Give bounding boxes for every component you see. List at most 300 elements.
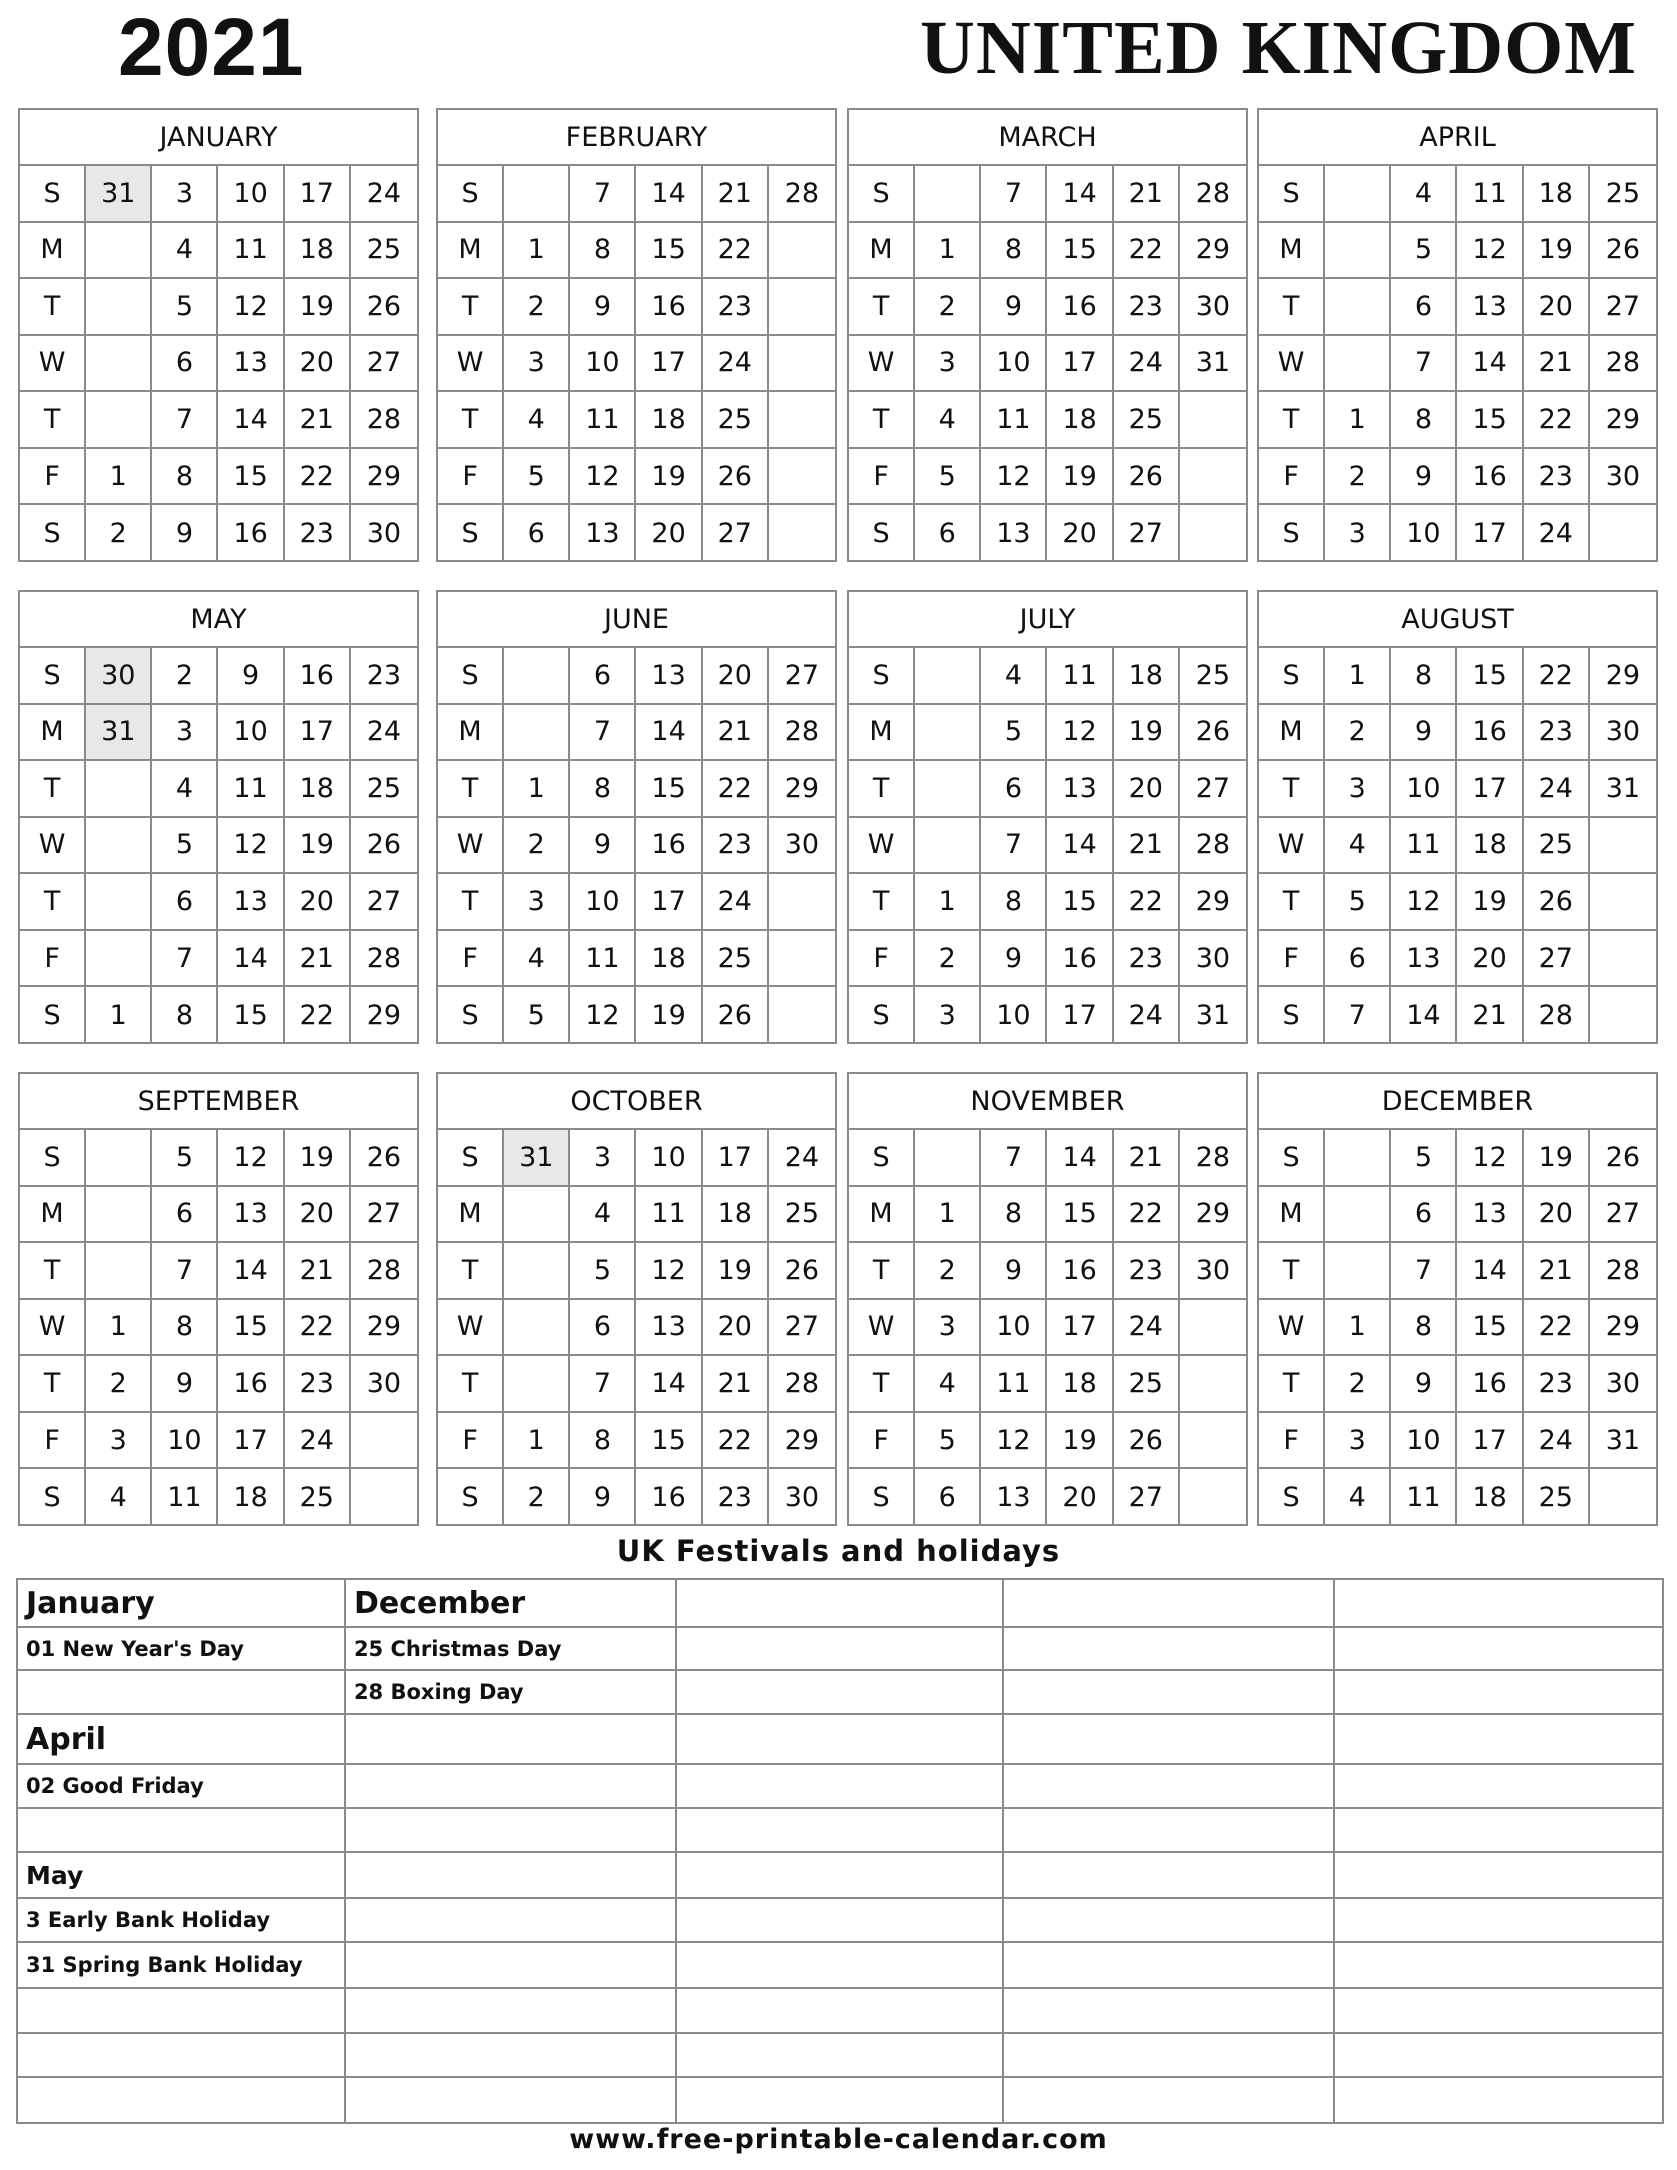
day-cell: 21 bbox=[1114, 1130, 1180, 1187]
day-cell: 21 bbox=[285, 1243, 351, 1300]
day-cell: 16 bbox=[636, 1469, 702, 1526]
weekday-label: S bbox=[438, 1469, 504, 1526]
day-cell: 20 bbox=[1114, 761, 1180, 818]
day-cell: 7 bbox=[981, 1130, 1047, 1187]
day-cell: 7 bbox=[1325, 987, 1391, 1044]
day-cell: 24 bbox=[1524, 761, 1590, 818]
day-cell: 20 bbox=[1457, 931, 1523, 988]
month-june bbox=[436, 590, 837, 1044]
day-cell bbox=[86, 223, 152, 280]
day-cell: 6 bbox=[504, 505, 570, 562]
day-cell: 7 bbox=[152, 392, 218, 449]
day-cell: 11 bbox=[636, 1187, 702, 1244]
day-cell: 2 bbox=[504, 1469, 570, 1526]
weekday-label: W bbox=[849, 1300, 915, 1357]
holiday-cell bbox=[17, 2033, 345, 2077]
day-cell: 4 bbox=[152, 761, 218, 818]
day-cell: 19 bbox=[1457, 874, 1523, 931]
day-cell: 22 bbox=[285, 987, 351, 1044]
day-cell bbox=[769, 279, 835, 336]
day-cell: 18 bbox=[1047, 1356, 1113, 1413]
weekday-label: T bbox=[1259, 1243, 1325, 1300]
day-cell: 25 bbox=[1114, 1356, 1180, 1413]
day-cell bbox=[769, 931, 835, 988]
day-cell: 13 bbox=[1457, 1187, 1523, 1244]
day-cell: 7 bbox=[570, 1356, 636, 1413]
day-cell: 30 bbox=[1590, 449, 1656, 506]
day-cell bbox=[1325, 1243, 1391, 1300]
day-cell: 9 bbox=[218, 648, 284, 705]
day-cell bbox=[1325, 223, 1391, 280]
day-cell: 4 bbox=[915, 392, 981, 449]
holiday-cell bbox=[676, 2033, 1003, 2077]
day-cell: 26 bbox=[703, 449, 769, 506]
day-cell: 29 bbox=[769, 1413, 835, 1470]
day-cell bbox=[1325, 1130, 1391, 1187]
holidays-row bbox=[17, 1988, 1663, 2032]
day-cell: 5 bbox=[504, 449, 570, 506]
day-cell: 30 bbox=[1590, 705, 1656, 762]
day-cell: 16 bbox=[1457, 705, 1523, 762]
day-cell: 4 bbox=[1325, 1469, 1391, 1526]
day-cell bbox=[86, 336, 152, 393]
holiday-cell bbox=[345, 1808, 676, 1852]
day-cell: 3 bbox=[1325, 505, 1391, 562]
day-cell: 22 bbox=[703, 1413, 769, 1470]
day-cell: 4 bbox=[504, 392, 570, 449]
holiday-cell bbox=[1334, 1764, 1663, 1808]
weekday-label: W bbox=[438, 336, 504, 393]
day-cell: 16 bbox=[636, 818, 702, 875]
day-cell: 10 bbox=[981, 987, 1047, 1044]
day-cell: 22 bbox=[1114, 1187, 1180, 1244]
day-cell: 28 bbox=[1180, 818, 1246, 875]
day-cell bbox=[86, 1187, 152, 1244]
day-cell: 11 bbox=[1457, 166, 1523, 223]
day-cell: 15 bbox=[636, 223, 702, 280]
day-cell: 28 bbox=[351, 1243, 417, 1300]
day-cell bbox=[1325, 1187, 1391, 1244]
day-cell: 25 bbox=[285, 1469, 351, 1526]
weekday-label: M bbox=[849, 705, 915, 762]
day-cell: 23 bbox=[703, 1469, 769, 1526]
day-cell: 6 bbox=[1391, 279, 1457, 336]
day-cell bbox=[915, 1130, 981, 1187]
day-cell: 22 bbox=[285, 449, 351, 506]
weekday-label: S bbox=[849, 505, 915, 562]
day-cell: 22 bbox=[1524, 392, 1590, 449]
day-cell: 19 bbox=[1047, 1413, 1113, 1470]
holiday-cell bbox=[1003, 1764, 1333, 1808]
weekday-label: T bbox=[438, 1356, 504, 1413]
holiday-cell bbox=[345, 1852, 676, 1898]
day-cell: 15 bbox=[636, 761, 702, 818]
weekday-label: S bbox=[438, 1130, 504, 1187]
day-cell: 2 bbox=[915, 279, 981, 336]
day-cell: 9 bbox=[1391, 1356, 1457, 1413]
day-cell: 5 bbox=[1325, 874, 1391, 931]
day-cell: 19 bbox=[703, 1243, 769, 1300]
day-cell: 5 bbox=[981, 705, 1047, 762]
weekday-label: F bbox=[849, 449, 915, 506]
holidays-row bbox=[17, 1714, 1663, 1763]
day-cell: 6 bbox=[152, 336, 218, 393]
day-cell: 20 bbox=[1047, 505, 1113, 562]
day-cell: 22 bbox=[1114, 874, 1180, 931]
day-cell bbox=[769, 392, 835, 449]
day-cell bbox=[1180, 1469, 1246, 1526]
weekday-label: F bbox=[438, 449, 504, 506]
day-cell: 18 bbox=[218, 1469, 284, 1526]
holidays-row bbox=[17, 1627, 1663, 1670]
holiday-cell bbox=[1003, 2077, 1333, 2123]
day-cell: 5 bbox=[504, 987, 570, 1044]
day-cell: 27 bbox=[1590, 1187, 1656, 1244]
day-cell: 27 bbox=[1590, 279, 1656, 336]
day-cell: 25 bbox=[1524, 818, 1590, 875]
day-cell: 2 bbox=[152, 648, 218, 705]
day-cell bbox=[504, 705, 570, 762]
day-cell: 29 bbox=[1590, 392, 1656, 449]
holidays-row bbox=[17, 1670, 1663, 1714]
day-cell: 2 bbox=[1325, 1356, 1391, 1413]
weekday-label: T bbox=[438, 874, 504, 931]
day-cell: 28 bbox=[1524, 987, 1590, 1044]
holiday-cell bbox=[1003, 1898, 1333, 1942]
holidays-row bbox=[17, 1764, 1663, 1808]
day-cell: 4 bbox=[1325, 818, 1391, 875]
day-cell: 18 bbox=[636, 392, 702, 449]
day-cell: 13 bbox=[981, 505, 1047, 562]
weekday-label: S bbox=[20, 166, 86, 223]
day-cell: 21 bbox=[1114, 818, 1180, 875]
holiday-cell bbox=[345, 2033, 676, 2077]
day-cell: 24 bbox=[1114, 1300, 1180, 1357]
day-cell: 6 bbox=[152, 1187, 218, 1244]
day-cell bbox=[769, 987, 835, 1044]
day-cell: 11 bbox=[1391, 818, 1457, 875]
holidays-row bbox=[17, 1808, 1663, 1852]
day-cell: 26 bbox=[351, 279, 417, 336]
day-cell: 30 bbox=[784, 1482, 820, 1514]
day-cell: 31 bbox=[1195, 1000, 1231, 1032]
weekday-label: S bbox=[1259, 648, 1325, 705]
holiday-cell bbox=[1003, 1808, 1333, 1852]
day-cell bbox=[1325, 336, 1391, 393]
weekday-label: F bbox=[438, 931, 504, 988]
day-cell: 25 bbox=[1114, 392, 1180, 449]
holiday-cell bbox=[1334, 1898, 1663, 1942]
holiday-cell bbox=[676, 1714, 1003, 1763]
month-grid bbox=[849, 166, 1246, 562]
day-cell: 25 bbox=[351, 761, 417, 818]
day-cell: 3 bbox=[915, 336, 981, 393]
day-cell: 24 bbox=[703, 874, 769, 931]
day-cell bbox=[504, 1243, 570, 1300]
day-cell: 15 bbox=[218, 1300, 284, 1357]
day-cell: 28 bbox=[769, 1356, 835, 1413]
day-cell: 25 bbox=[351, 223, 417, 280]
day-cell: 16 bbox=[218, 1356, 284, 1413]
day-cell: 25 bbox=[1590, 166, 1656, 223]
day-cell: 10 bbox=[1391, 505, 1457, 562]
day-cell: 6 bbox=[915, 505, 981, 562]
day-cell: 5 bbox=[152, 818, 218, 875]
day-cell: 15 bbox=[1047, 1187, 1113, 1244]
day-cell: 20 bbox=[636, 505, 702, 562]
day-cell: 3 bbox=[1325, 1413, 1391, 1470]
day-cell: 31 bbox=[1590, 761, 1656, 818]
day-cell: 1 bbox=[504, 1413, 570, 1470]
day-cell: 30 bbox=[1180, 279, 1246, 336]
day-cell: 8 bbox=[981, 874, 1047, 931]
day-cell: 13 bbox=[1457, 279, 1523, 336]
weekday-label: T bbox=[438, 1243, 504, 1300]
holiday-cell bbox=[17, 2077, 345, 2123]
weekday-label: T bbox=[20, 279, 86, 336]
day-cell: 27 bbox=[769, 648, 835, 705]
weekday-label: T bbox=[849, 279, 915, 336]
day-cell: 15 bbox=[1457, 1300, 1523, 1357]
day-cell bbox=[1180, 1413, 1246, 1470]
weekday-label: M bbox=[438, 705, 504, 762]
holiday-cell bbox=[676, 1808, 1003, 1852]
day-cell: 14 bbox=[218, 392, 284, 449]
day-cell: 2 bbox=[915, 1243, 981, 1300]
weekday-label: W bbox=[1259, 818, 1325, 875]
day-cell: 11 bbox=[218, 761, 284, 818]
day-cell: 18 bbox=[1114, 648, 1180, 705]
day-cell: 18 bbox=[703, 1187, 769, 1244]
day-cell: 12 bbox=[218, 1130, 284, 1187]
day-cell: 26 bbox=[1114, 449, 1180, 506]
day-cell: 4 bbox=[981, 648, 1047, 705]
day-cell: 21 bbox=[703, 1356, 769, 1413]
day-cell: 13 bbox=[636, 648, 702, 705]
day-cell: 17 bbox=[1047, 1300, 1113, 1357]
day-cell: 20 bbox=[285, 336, 351, 393]
month-grid bbox=[438, 1130, 835, 1526]
weekday-label: W bbox=[20, 336, 86, 393]
holiday-cell bbox=[345, 1764, 676, 1808]
weekday-label: S bbox=[1259, 505, 1325, 562]
holiday-month-heading: April bbox=[17, 1714, 345, 1763]
day-cell: 2 bbox=[1325, 705, 1391, 762]
day-cell: 27 bbox=[703, 505, 769, 562]
day-cell: 3 bbox=[152, 705, 218, 762]
day-cell bbox=[915, 648, 981, 705]
month-october bbox=[436, 1072, 837, 1526]
day-cell: 18 bbox=[1047, 392, 1113, 449]
day-cell bbox=[86, 279, 152, 336]
day-cell: 29 bbox=[351, 449, 417, 506]
day-cell: 7 bbox=[1391, 336, 1457, 393]
day-cell: 12 bbox=[570, 449, 636, 506]
day-cell: 20 bbox=[285, 1187, 351, 1244]
weekday-label: T bbox=[1259, 279, 1325, 336]
day-cell: 23 bbox=[1524, 1356, 1590, 1413]
day-cell: 29 bbox=[1590, 1300, 1656, 1357]
holiday-cell bbox=[345, 1898, 676, 1942]
holiday-entry: 31 Spring Bank Holiday bbox=[17, 1942, 345, 1988]
month-december bbox=[1257, 1072, 1658, 1526]
day-cell: 17 bbox=[1457, 505, 1523, 562]
day-cell bbox=[1180, 1300, 1246, 1357]
day-cell: 3 bbox=[152, 166, 218, 223]
day-cell: 16 bbox=[285, 648, 351, 705]
day-cell: 16 bbox=[1457, 449, 1523, 506]
month-march bbox=[847, 108, 1248, 562]
weekday-label: M bbox=[20, 705, 86, 762]
day-cell bbox=[1590, 1469, 1656, 1526]
day-cell: 14 bbox=[1391, 987, 1457, 1044]
day-cell: 1 bbox=[86, 987, 152, 1044]
weekday-label: T bbox=[1259, 761, 1325, 818]
day-cell: 21 bbox=[703, 166, 769, 223]
day-cell: 5 bbox=[1391, 1130, 1457, 1187]
day-cell: 29 bbox=[1180, 1187, 1246, 1244]
day-cell: 18 bbox=[285, 223, 351, 280]
holiday-cell bbox=[345, 1942, 676, 1988]
day-cell bbox=[351, 1413, 417, 1470]
weekday-label: S bbox=[438, 648, 504, 705]
weekday-label: T bbox=[20, 392, 86, 449]
weekday-label: T bbox=[438, 392, 504, 449]
day-cell: 26 bbox=[1590, 1130, 1656, 1187]
holidays-row bbox=[17, 1942, 1663, 1988]
day-cell: 5 bbox=[152, 1130, 218, 1187]
day-cell: 28 bbox=[1180, 1130, 1246, 1187]
day-cell: 12 bbox=[218, 818, 284, 875]
day-cell: 15 bbox=[1047, 223, 1113, 280]
day-cell: 18 bbox=[636, 931, 702, 988]
day-cell: 13 bbox=[1047, 761, 1113, 818]
day-cell: 19 bbox=[1524, 223, 1590, 280]
day-cell: 7 bbox=[152, 1243, 218, 1300]
holiday-cell bbox=[1334, 1988, 1663, 2032]
day-cell: 11 bbox=[981, 1356, 1047, 1413]
day-cell: 1 bbox=[1325, 392, 1391, 449]
day-cell: 14 bbox=[1457, 336, 1523, 393]
day-cell bbox=[769, 336, 835, 393]
day-cell: 14 bbox=[1047, 1130, 1113, 1187]
day-cell: 8 bbox=[152, 987, 218, 1044]
day-cell: 24 bbox=[1114, 336, 1180, 393]
day-cell: 15 bbox=[1457, 392, 1523, 449]
holidays-row bbox=[17, 2077, 1663, 2123]
holiday-cell bbox=[345, 1988, 676, 2032]
day-cell: 11 bbox=[570, 392, 636, 449]
day-cell: 7 bbox=[570, 705, 636, 762]
day-cell: 16 bbox=[1457, 1356, 1523, 1413]
holiday-cell bbox=[1003, 1714, 1333, 1763]
day-cell: 12 bbox=[1391, 874, 1457, 931]
weekday-label: W bbox=[20, 818, 86, 875]
day-cell: 20 bbox=[285, 874, 351, 931]
day-cell: 6 bbox=[570, 648, 636, 705]
day-cell: 29 bbox=[769, 761, 835, 818]
day-cell: 17 bbox=[285, 705, 351, 762]
holiday-cell bbox=[345, 1714, 676, 1763]
holiday-cell bbox=[1003, 1988, 1333, 2032]
weekday-label: F bbox=[849, 1413, 915, 1470]
weekday-label: T bbox=[438, 279, 504, 336]
day-cell: 3 bbox=[504, 874, 570, 931]
day-cell: 3 bbox=[570, 1130, 636, 1187]
month-name: MAY bbox=[20, 592, 417, 648]
day-cell: 28 bbox=[1180, 166, 1246, 223]
day-cell: 24 bbox=[1524, 505, 1590, 562]
day-cell: 20 bbox=[1047, 1469, 1113, 1526]
holiday-cell bbox=[1334, 1579, 1663, 1627]
day-cell: 8 bbox=[981, 223, 1047, 280]
day-cell: 19 bbox=[1047, 449, 1113, 506]
day-cell: 10 bbox=[1391, 1413, 1457, 1470]
day-cell bbox=[86, 931, 152, 988]
day-cell: 17 bbox=[1457, 1413, 1523, 1470]
day-cell: 31 bbox=[86, 166, 152, 223]
day-cell bbox=[1590, 505, 1656, 562]
weekday-label: S bbox=[1259, 987, 1325, 1044]
day-cell: 14 bbox=[1047, 818, 1113, 875]
day-cell: 8 bbox=[981, 1187, 1047, 1244]
day-cell: 10 bbox=[218, 705, 284, 762]
month-august bbox=[1257, 590, 1658, 1044]
day-cell: 3 bbox=[504, 336, 570, 393]
day-cell: 27 bbox=[769, 1300, 835, 1357]
day-cell bbox=[769, 874, 835, 931]
day-cell bbox=[351, 1469, 417, 1526]
day-cell: 16 bbox=[1047, 1243, 1113, 1300]
day-cell: 28 bbox=[351, 931, 417, 988]
day-cell: 19 bbox=[285, 279, 351, 336]
weekday-label: T bbox=[849, 1243, 915, 1300]
holiday-cell bbox=[676, 1670, 1003, 1714]
month-name: NOVEMBER bbox=[849, 1074, 1246, 1130]
day-cell: 27 bbox=[351, 1187, 417, 1244]
day-cell: 14 bbox=[1457, 1243, 1523, 1300]
month-grid bbox=[849, 648, 1246, 1044]
month-grid bbox=[20, 166, 417, 562]
day-cell: 30 bbox=[1180, 1243, 1246, 1300]
day-cell bbox=[1590, 987, 1656, 1044]
day-cell: 2 bbox=[504, 279, 570, 336]
weekday-label: F bbox=[20, 931, 86, 988]
day-cell: 30 bbox=[769, 818, 835, 875]
day-cell bbox=[1590, 874, 1656, 931]
holiday-cell bbox=[17, 1808, 345, 1852]
holiday-entry: 3 Early Bank Holiday bbox=[17, 1898, 345, 1942]
day-cell: 5 bbox=[152, 279, 218, 336]
day-cell bbox=[86, 761, 152, 818]
day-cell: 4 bbox=[570, 1187, 636, 1244]
weekday-label: S bbox=[849, 1469, 915, 1526]
holiday-cell bbox=[676, 1988, 1003, 2032]
day-cell: 29 bbox=[1180, 223, 1246, 280]
day-cell: 21 bbox=[1524, 336, 1590, 393]
holiday-entry: 25 Christmas Day bbox=[345, 1627, 676, 1670]
holidays-row bbox=[17, 2033, 1663, 2077]
month-name: APRIL bbox=[1259, 110, 1656, 166]
day-cell bbox=[1180, 1356, 1246, 1413]
day-cell: 26 bbox=[1524, 874, 1590, 931]
day-cell: 31 bbox=[1180, 336, 1246, 393]
month-may bbox=[18, 590, 419, 1044]
weekday-label: S bbox=[438, 166, 504, 223]
day-cell: 17 bbox=[1047, 987, 1113, 1044]
month-grid bbox=[438, 166, 835, 562]
day-cell: 2 bbox=[915, 931, 981, 988]
